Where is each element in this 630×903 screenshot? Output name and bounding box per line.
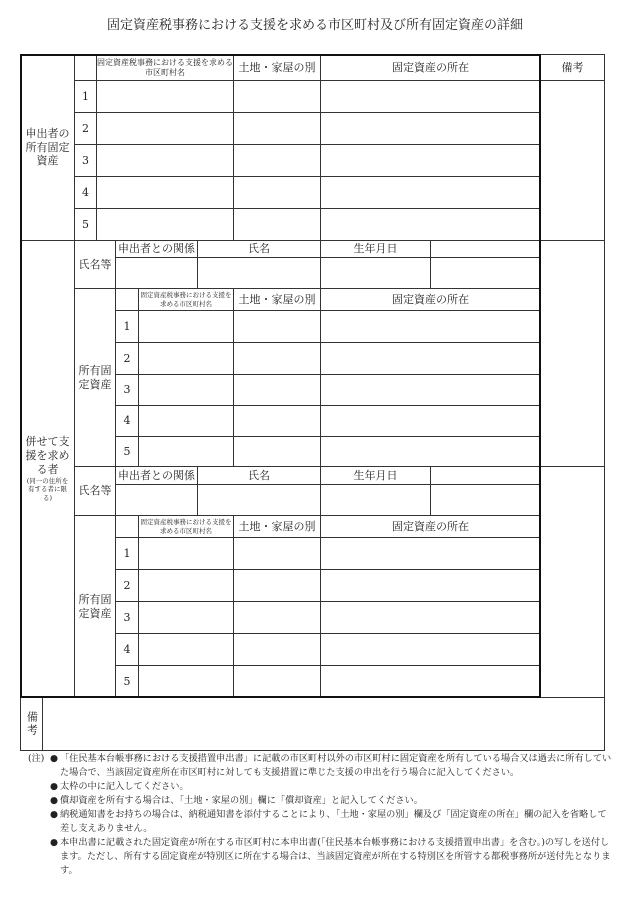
type-input[interactable] xyxy=(233,569,321,602)
name-label: 氏名等 xyxy=(74,466,116,516)
note-item: 償却資産を所有する場合は、「土地・家屋の別」欄に「償却資産」と記入してください。 xyxy=(60,795,423,806)
dob-header: 生年月日 xyxy=(320,466,431,485)
bottom-remarks-text: 備考 xyxy=(25,711,39,737)
note-item: 納税通知書をお持ちの場合は、納税通知書を添付することにより、「土地・家屋の別」欄及び「固定資産の所在」欄の記入を省略して差し支えありません。 xyxy=(60,809,607,834)
blank-header xyxy=(430,466,541,485)
city-input[interactable] xyxy=(138,601,234,634)
asset-label: 所有固定資産 xyxy=(74,515,116,698)
city-input[interactable] xyxy=(138,633,234,666)
row-number: 4 xyxy=(115,405,139,437)
row-number: 5 xyxy=(74,208,97,241)
row-number: 3 xyxy=(115,601,139,634)
type-input[interactable] xyxy=(233,144,321,177)
dob-extra-input[interactable] xyxy=(430,484,541,516)
row-number: 1 xyxy=(115,537,139,570)
city-input[interactable] xyxy=(138,569,234,602)
name-header: 氏名 xyxy=(197,240,321,258)
remarks-input-person2[interactable] xyxy=(540,466,605,698)
city-input[interactable] xyxy=(96,176,234,209)
name-label: 氏名等 xyxy=(74,240,116,289)
type-input[interactable] xyxy=(233,342,321,375)
form-title: 固定資産税事務における支援を求める市区町村及び所有固定資産の詳細 xyxy=(106,18,523,33)
remarks-input-section1[interactable] xyxy=(540,80,605,241)
header-number-blank xyxy=(74,54,97,81)
notes xyxy=(28,752,613,878)
type-input[interactable] xyxy=(233,310,321,343)
type-input[interactable] xyxy=(233,436,321,467)
header-city: 固定資産税事務における支援を求める市区町村名 xyxy=(138,515,234,538)
bullet-icon: ● xyxy=(50,837,59,848)
type-input[interactable] xyxy=(233,601,321,634)
row-number: 1 xyxy=(115,310,139,343)
row-number: 5 xyxy=(115,665,139,698)
dob-header: 生年月日 xyxy=(320,240,431,258)
relation-header: 申出者との関係 xyxy=(115,466,198,485)
bottom-remarks-input[interactable] xyxy=(42,697,605,751)
city-input[interactable] xyxy=(96,144,234,177)
row-number: 3 xyxy=(74,144,97,177)
header-remarks: 備考 xyxy=(540,54,605,81)
type-input[interactable] xyxy=(233,208,321,241)
header-type: 土地・家屋の別 xyxy=(233,288,321,311)
section2-label-note: (同一の住所を有する者に限る) xyxy=(26,476,69,502)
row-number: 4 xyxy=(74,176,97,209)
row-number: 5 xyxy=(115,436,139,467)
type-input[interactable] xyxy=(233,665,321,698)
relation-input[interactable] xyxy=(115,484,198,516)
row-number: 2 xyxy=(115,342,139,375)
city-input[interactable] xyxy=(138,342,234,375)
name-header: 氏名 xyxy=(197,466,321,485)
type-input[interactable] xyxy=(233,112,321,145)
dob-input[interactable] xyxy=(320,484,431,516)
header-city: 固定資産税事務における支援を求める市区町村名 xyxy=(138,288,234,311)
location-input[interactable] xyxy=(320,342,541,375)
remarks-input-person1[interactable] xyxy=(540,240,605,467)
location-input[interactable] xyxy=(320,208,541,241)
row-number: 2 xyxy=(74,112,97,145)
header-location: 固定資産の所在 xyxy=(320,515,541,538)
header-location: 固定資産の所在 xyxy=(320,54,541,81)
location-input[interactable] xyxy=(320,310,541,343)
type-input[interactable] xyxy=(233,80,321,113)
location-input[interactable] xyxy=(320,144,541,177)
name-input[interactable] xyxy=(197,484,321,516)
type-input[interactable] xyxy=(233,405,321,437)
city-input[interactable] xyxy=(138,436,234,467)
header-type: 土地・家屋の別 xyxy=(233,54,321,81)
location-input[interactable] xyxy=(320,436,541,467)
section1-label: 申出者の所有固定資産 xyxy=(20,54,75,241)
location-input[interactable] xyxy=(320,112,541,145)
city-input[interactable] xyxy=(96,112,234,145)
city-input[interactable] xyxy=(138,374,234,406)
bullet-icon: ● xyxy=(50,809,59,820)
row-number: 3 xyxy=(115,374,139,406)
city-input[interactable] xyxy=(138,405,234,437)
note-item: 太枠の中に記入してください。 xyxy=(60,781,189,792)
note-item: 「住民基本台帳事務における支援措置申出書」に記載の市区町村以外の市区町村に固定資産を所有している場合又は過去に所有していた場合で、当該固定資産所在市区町村に対しても支援措置に準じた支援の申出を行う場合に記入してください。 xyxy=(60,753,612,778)
row-number: 2 xyxy=(115,569,139,602)
type-input[interactable] xyxy=(233,633,321,666)
bullet-icon: ● xyxy=(50,753,59,764)
section2-label-text: 併せて支援を求める者 xyxy=(25,435,70,476)
name-input[interactable] xyxy=(197,257,321,289)
type-input[interactable] xyxy=(233,374,321,406)
location-input[interactable] xyxy=(320,665,541,698)
bullet-icon: ● xyxy=(50,781,59,792)
note-item: 本申出書に記載された固定資産が所在する市区町村に本申出書(「住民基本台帳事務における支援措置申出書」を含む。)の写しを送付します。ただし、所有する固定資産が特別区に所在する場合は、当該固定資産が所在する特別区を所管する都税事務所が送付先となります。 xyxy=(60,837,611,876)
blank-header xyxy=(430,240,541,258)
header-city: 固定資産税事務における支援を求める市区町村名 xyxy=(96,54,234,81)
bottom-remarks-label xyxy=(20,697,43,751)
location-input[interactable] xyxy=(320,405,541,437)
city-input[interactable] xyxy=(138,665,234,698)
dob-extra-input[interactable] xyxy=(430,257,541,289)
location-input[interactable] xyxy=(320,633,541,666)
city-input[interactable] xyxy=(96,208,234,241)
location-input[interactable] xyxy=(320,569,541,602)
location-input[interactable] xyxy=(320,537,541,570)
row-number: 4 xyxy=(115,633,139,666)
location-input[interactable] xyxy=(320,80,541,113)
dob-input[interactable] xyxy=(320,257,431,289)
location-input[interactable] xyxy=(320,176,541,209)
city-input[interactable] xyxy=(138,537,234,570)
type-input[interactable] xyxy=(233,176,321,209)
row-number: 1 xyxy=(74,80,97,113)
location-input[interactable] xyxy=(320,601,541,634)
header-number-blank xyxy=(115,515,139,538)
city-input[interactable] xyxy=(138,310,234,343)
city-input[interactable] xyxy=(96,80,234,113)
header-type: 土地・家屋の別 xyxy=(233,515,321,538)
asset-label: 所有固定資産 xyxy=(74,288,116,467)
relation-header: 申出者との関係 xyxy=(115,240,198,258)
header-location: 固定資産の所在 xyxy=(320,288,541,311)
bullet-icon: ● xyxy=(50,795,59,806)
header-number-blank xyxy=(115,288,139,311)
location-input[interactable] xyxy=(320,374,541,406)
relation-input[interactable] xyxy=(115,257,198,289)
notes-prefix: (注) xyxy=(28,753,45,764)
type-input[interactable] xyxy=(233,537,321,570)
section2-label xyxy=(20,240,75,698)
